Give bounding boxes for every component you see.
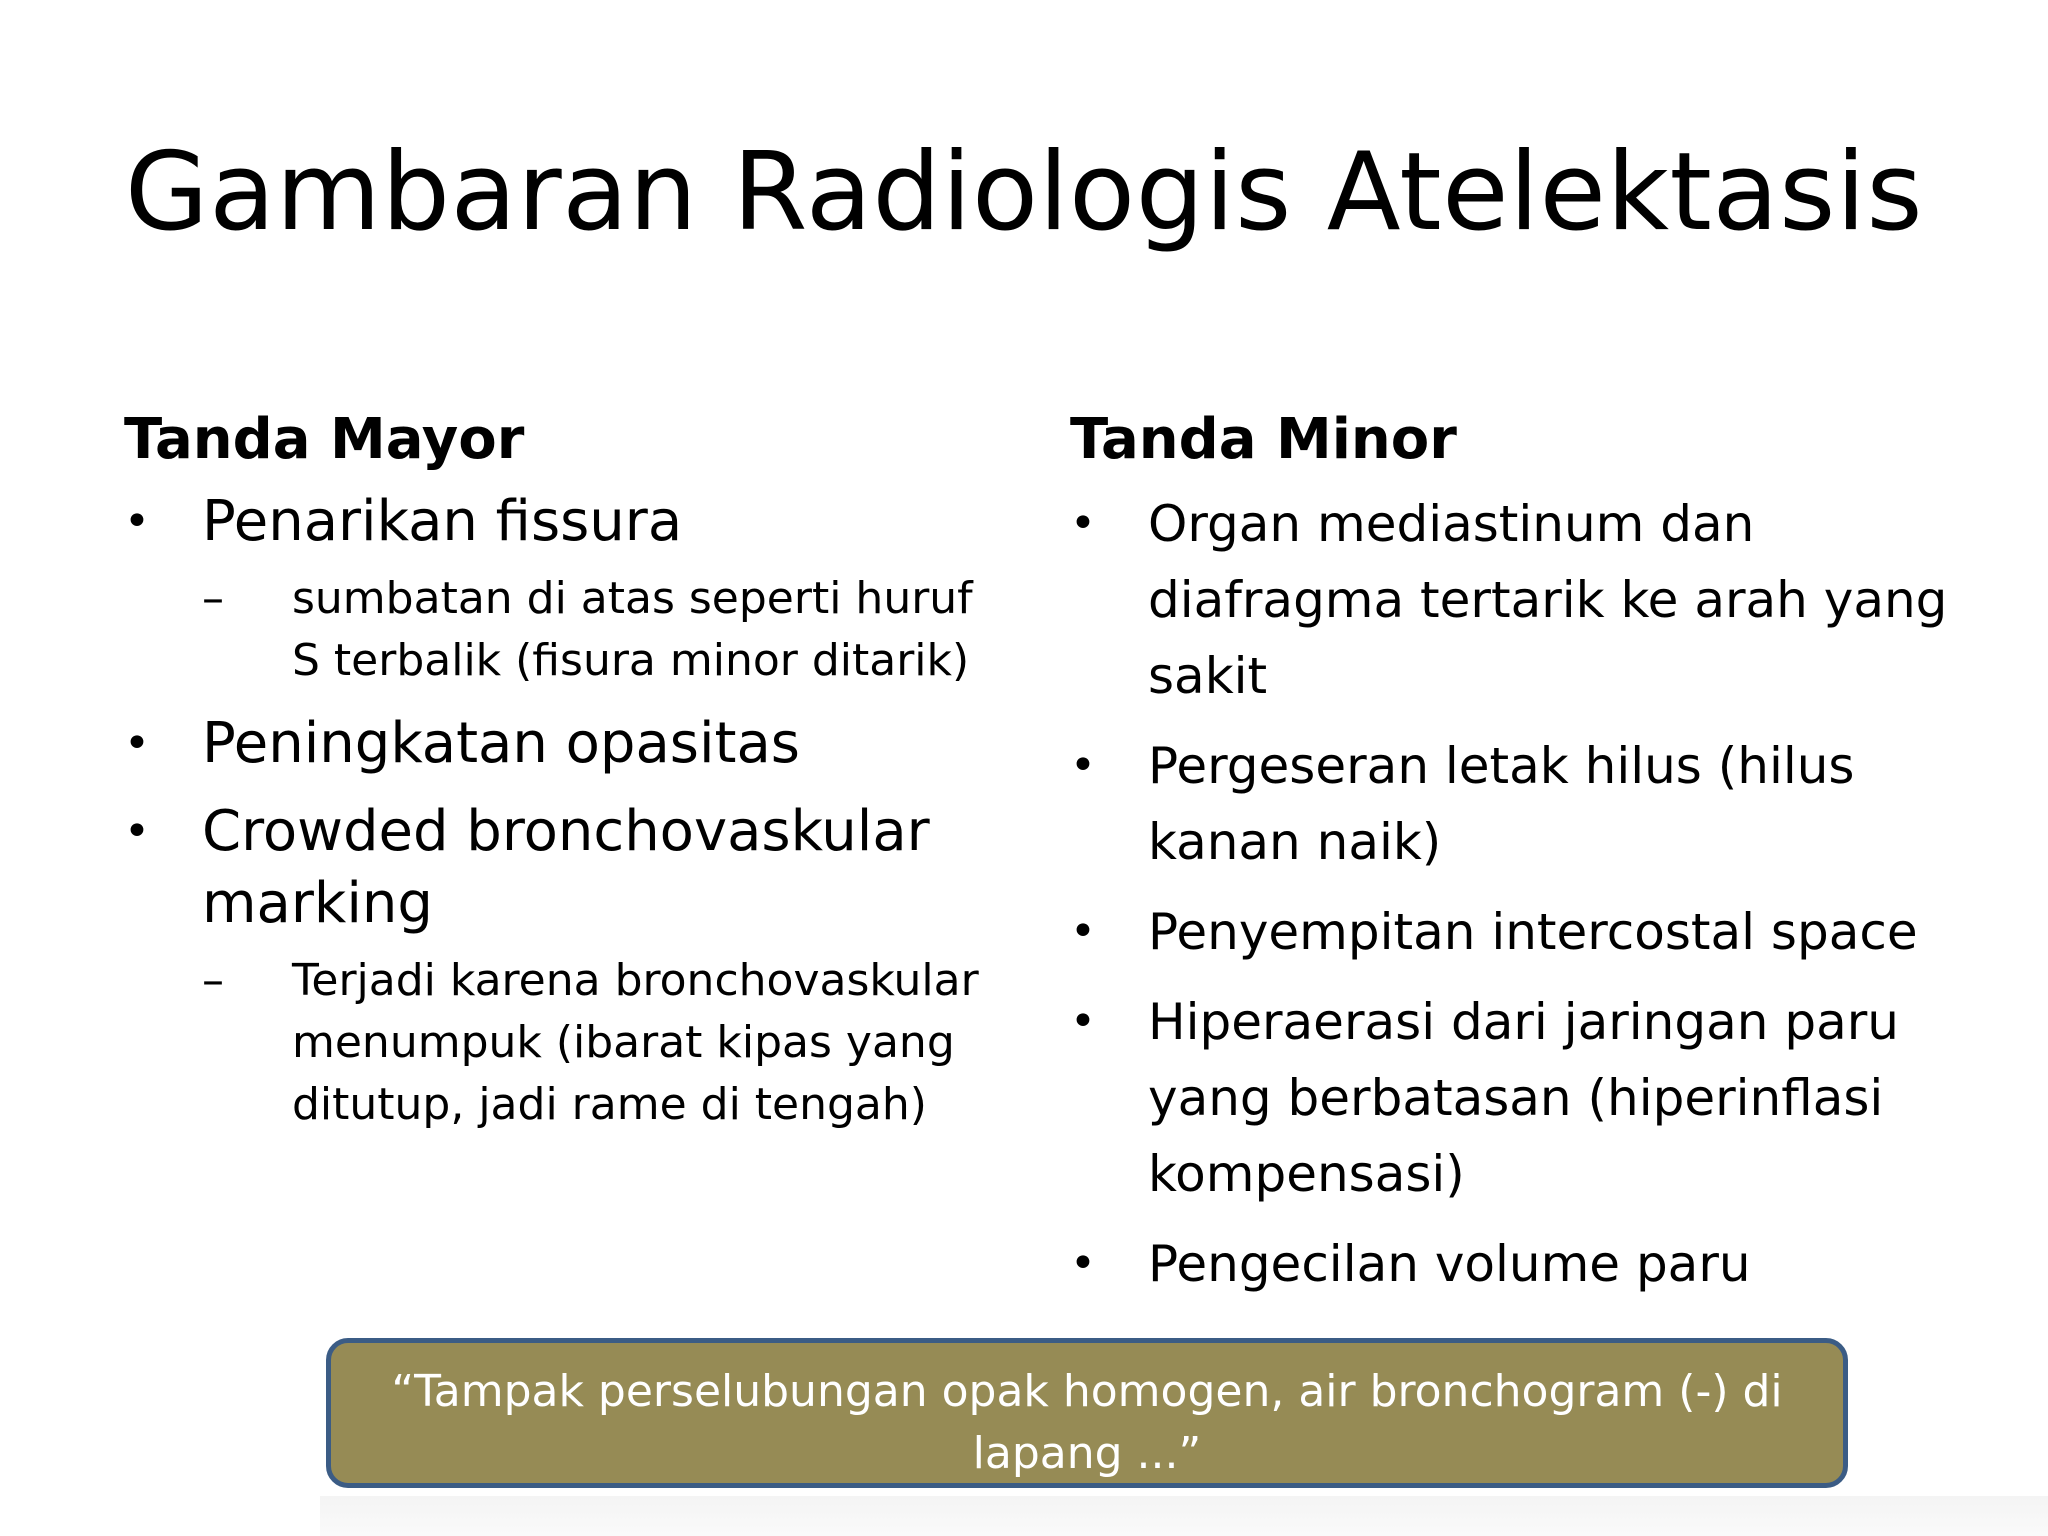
list-item-text: Organ mediastinum dan diafragma tertarik ke arah yang sakit [1148, 495, 1948, 705]
bullet-icon: • [1070, 1238, 1096, 1289]
list-item [1070, 728, 1970, 880]
left-bullet-list [124, 486, 984, 1136]
slide-title: Gambaran Radiologis Atelektasis [124, 130, 1924, 255]
list-item-text: Penyempitan intercostal space [1148, 903, 1918, 961]
list-item-text: Peningkatan opasitas [202, 711, 800, 776]
sub-list [202, 568, 984, 692]
right-bullet-list [1070, 486, 1970, 1302]
list-item-text: Pengecilan volume paru [1148, 1235, 1751, 1293]
bullet-icon: • [1070, 740, 1096, 791]
bullet-icon: • [124, 496, 150, 547]
sub-list-item [202, 950, 984, 1136]
list-item-text: Hiperaerasi dari jaringan paru yang berbatasan (hiperinflasi kompensasi) [1148, 993, 1899, 1203]
right-column [1070, 400, 1970, 1316]
sub-list-item-text: sumbatan di atas seperti huruf S terbalik (fisura minor ditarik) [292, 573, 973, 686]
bullet-icon: • [1070, 996, 1096, 1047]
bullet-icon: • [1070, 498, 1096, 549]
sub-list-item [202, 568, 984, 692]
bullet-icon: • [124, 806, 150, 857]
list-item-text: Pergeseran letak hilus (hilus kanan naik) [1148, 737, 1855, 871]
dash-icon: – [202, 955, 224, 1006]
sub-list [202, 950, 984, 1136]
left-column [124, 400, 984, 1152]
footer-shadow [320, 1496, 2048, 1536]
bullet-icon: • [124, 718, 150, 769]
bullet-icon: • [1070, 906, 1096, 957]
callout-text: “Tampak perselubungan opak homogen, air bronchogram (-) di lapang ...” [391, 1366, 1783, 1479]
list-item [1070, 1226, 1970, 1302]
left-column-heading: Tanda Mayor [124, 407, 525, 472]
list-item [124, 708, 984, 780]
callout-box [326, 1338, 1848, 1488]
list-item [1070, 984, 1970, 1212]
list-item [1070, 486, 1970, 714]
list-item [1070, 894, 1970, 970]
list-item [124, 796, 984, 1136]
sub-list-item-text: Terjadi karena bronchovaskular menumpuk (ibarat kipas yang ditutup, jadi rame di tengah) [292, 955, 979, 1130]
right-column-heading: Tanda Minor [1070, 407, 1457, 472]
list-item-text: Penarikan fissura [202, 489, 683, 554]
dash-icon: – [202, 573, 224, 624]
list-item-text: Crowded bronchovaskular marking [202, 799, 930, 936]
list-item [124, 486, 984, 692]
